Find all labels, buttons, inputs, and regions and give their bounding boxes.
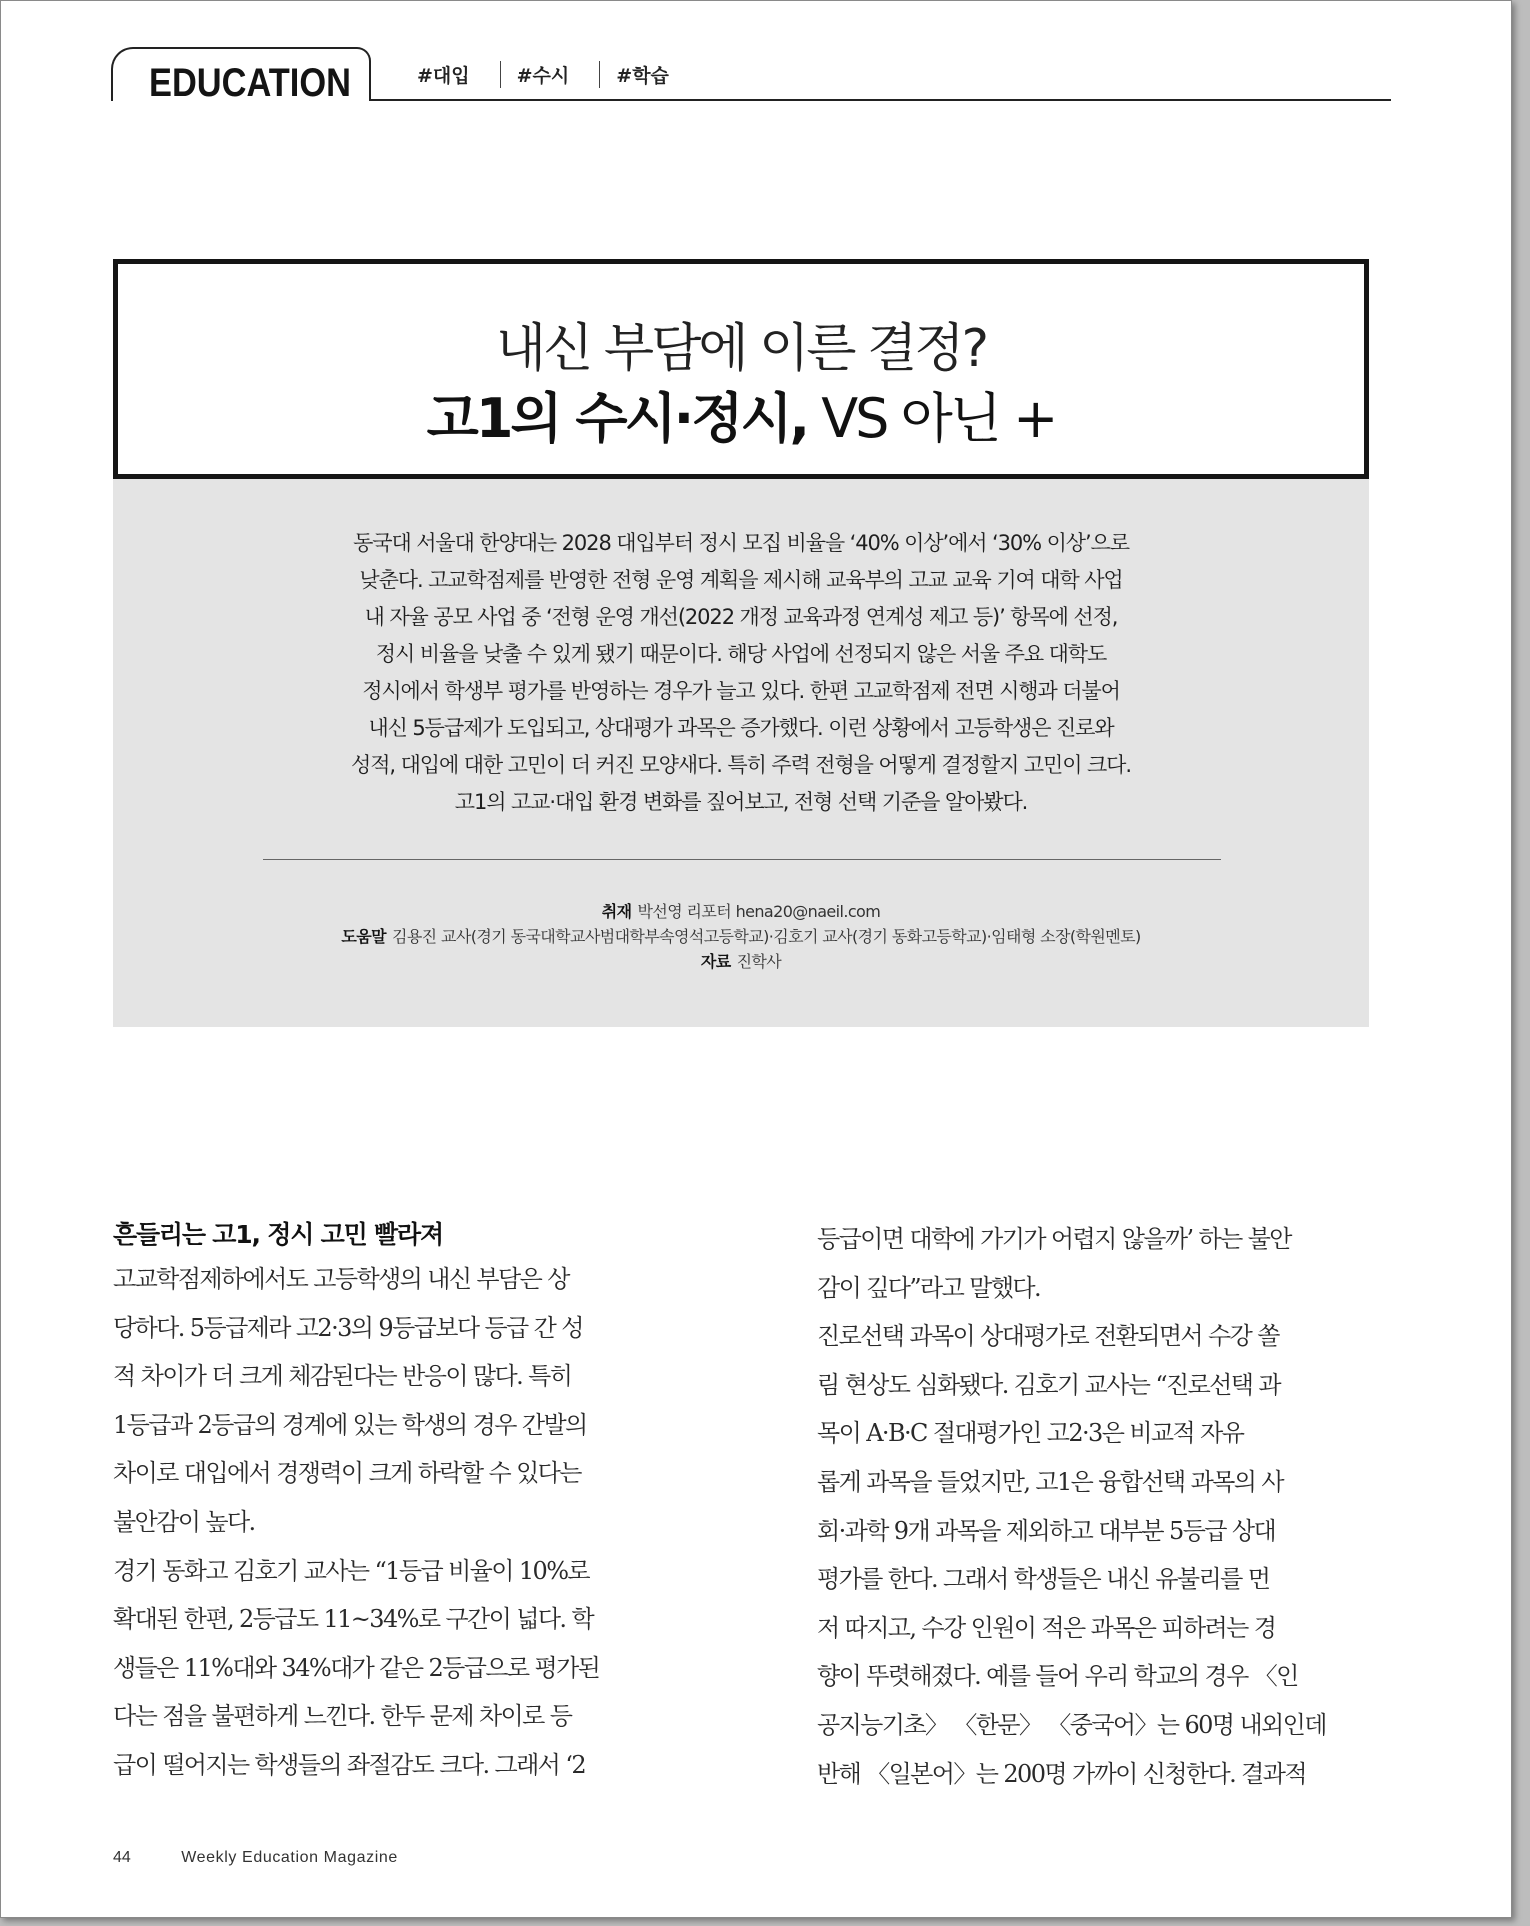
article-title-box	[113, 259, 1369, 479]
credit-line	[113, 924, 1369, 949]
publication-name: Weekly Education Magazine	[181, 1849, 398, 1866]
credit-value: 진학사	[736, 952, 782, 971]
section-header	[111, 47, 1391, 103]
body-text-line: 저 따지고, 수강 인원이 적은 과목은 피하려는 경	[817, 1613, 1276, 1642]
credit-value: 박선영 리포터 hena20@naeil.com	[637, 902, 881, 921]
body-text-line: 회·과학 9개 과목을 제외하고 대부분 5등급 상대	[817, 1516, 1276, 1545]
body-text-line: 림 현상도 심화됐다. 김호기 교사는 “진로선택 과	[817, 1370, 1280, 1399]
hashtag-list	[417, 61, 699, 88]
body-text-line: 다는 점을 불편하게 느낀다. 한두 문제 차이로 등	[113, 1702, 572, 1731]
title-bold-part: 고1의 수시·정시,	[426, 387, 808, 450]
body-column-right	[817, 1215, 1383, 1798]
lead-line: 정시 비율을 낮출 수 있게 됐기 때문이다. 해당 사업에 선정되지 않은 서울 주요 대학도	[375, 642, 1107, 666]
body-text-line: 감이 깊다”라고 말했다.	[817, 1273, 1041, 1302]
page-footer	[113, 1849, 398, 1867]
body-text-line: 공지능기초〉 〈한문〉 〈중국어〉는 60명 내외인데	[817, 1710, 1326, 1739]
credit-key: 도움말	[341, 927, 386, 946]
credit-key: 자료	[700, 952, 731, 971]
body-text-line: 적 차이가 더 크게 체감된다는 반응이 많다. 특히	[113, 1362, 572, 1391]
section-subheading: 흔들리는 고1, 정시 고민 빨라져	[113, 1220, 443, 1249]
body-column-left	[113, 1215, 679, 1790]
lead-box	[113, 479, 1369, 1027]
body-text-line: 1등급과 2등급의 경계에 있는 학생의 경우 간발의	[113, 1410, 587, 1439]
article-title-line2	[118, 376, 1364, 453]
lead-divider	[263, 859, 1221, 860]
title-regular-part: VS 아닌 +	[807, 387, 1056, 450]
lead-line: 내 자율 공모 사업 중 ‘전형 운영 개선(2022 개정 교육과정 연계성 제고 등)’ 항목에 선정,	[364, 605, 1118, 629]
lead-line: 동국대 서울대 한양대는 2028 대입부터 정시 모집 비율을 ‘40% 이상’에서 ‘30% 이상’으로	[353, 531, 1129, 555]
body-text-line: 평가를 한다. 그래서 학생들은 내신 유불리를 먼	[817, 1565, 1270, 1594]
lead-line: 낮춘다. 고교학점제를 반영한 전형 운영 계획을 제시해 교육부의 고교 교육 기여 대학 사업	[359, 568, 1123, 592]
body-text-line: 고교학점제하에서도 고등학생의 내신 부담은 상	[113, 1265, 569, 1293]
credits	[113, 899, 1369, 974]
body-text-line: 목이 A·B·C 절대평가인 고2·3은 비교적 자유	[817, 1419, 1244, 1448]
credit-line	[113, 899, 1369, 924]
body-text-line: 차이로 대입에서 경쟁력이 크게 하락할 수 있다는	[113, 1459, 581, 1488]
lead-line: 내신 5등급제가 도입되고, 상대평가 과목은 증가했다. 이런 상황에서 고등학생은 진로와	[368, 716, 1114, 740]
lead-line: 성적, 대입에 대한 고민이 더 커진 모양새다. 특히 주력 전형을 어떻게 결정할지 고민이 크다.	[351, 753, 1131, 777]
lead-line: 고1의 고교·대입 환경 변화를 짚어보고, 전형 선택 기준을 알아봤다.	[454, 790, 1028, 814]
credit-value: 김용진 교사(경기 동국대학교사범대학부속영석고등학교)·김호기 교사(경기 동화고등학교)·임태형 소장(학원멘토)	[391, 927, 1141, 946]
body-text-line: 진로선택 과목이 상대평가로 전환되면서 수강 쏠	[817, 1322, 1279, 1351]
body-text-line: 확대된 한편, 2등급도 11~34%로 구간이 넓다. 학	[113, 1605, 594, 1634]
article-title-line1: 내신 부담에 이른 결정?	[495, 319, 987, 379]
hashtag[interactable]: #수시	[500, 61, 600, 88]
hashtag[interactable]: #대입	[417, 65, 470, 87]
page-number: 44	[113, 1849, 131, 1866]
body-text-line: 급이 떨어지는 학생들의 좌절감도 크다. 그래서 ‘2	[113, 1750, 585, 1779]
body-text-line: 경기 동화고 김호기 교사는 “1등급 비율이 10%로	[113, 1556, 589, 1585]
section-tab	[111, 47, 371, 105]
body-text-line: 향이 뚜렷해졌다. 예를 들어 우리 학교의 경우 〈인	[817, 1662, 1298, 1691]
section-label: EDUCATION	[149, 61, 351, 105]
body-text-line: 롭게 과목을 들었지만, 고1은 융합선택 과목의 사	[817, 1467, 1283, 1496]
body-text-line: 생들은 11%대와 34%대가 같은 2등급으로 평가된	[113, 1653, 600, 1682]
body-text-line: 불안감이 높다.	[113, 1507, 255, 1536]
body-text-line: 등급이면 대학에 가기가 어렵지 않을까’ 하는 불안	[817, 1225, 1291, 1253]
credit-line	[113, 949, 1369, 974]
body-text-line: 반해 〈일본어〉는 200명 가까이 신청한다. 결과적	[817, 1759, 1306, 1788]
body-text-line: 당하다. 5등급제라 고2·3의 9등급보다 등급 간 성	[113, 1313, 583, 1342]
lead-line: 정시에서 학생부 평가를 반영하는 경우가 늘고 있다. 한편 고교학점제 전면 시행과 더불어	[362, 679, 1120, 703]
header-rule	[369, 99, 1391, 101]
hashtag[interactable]: #학습	[599, 61, 699, 88]
credit-key: 취재	[601, 902, 632, 921]
lead-paragraph	[263, 525, 1219, 821]
